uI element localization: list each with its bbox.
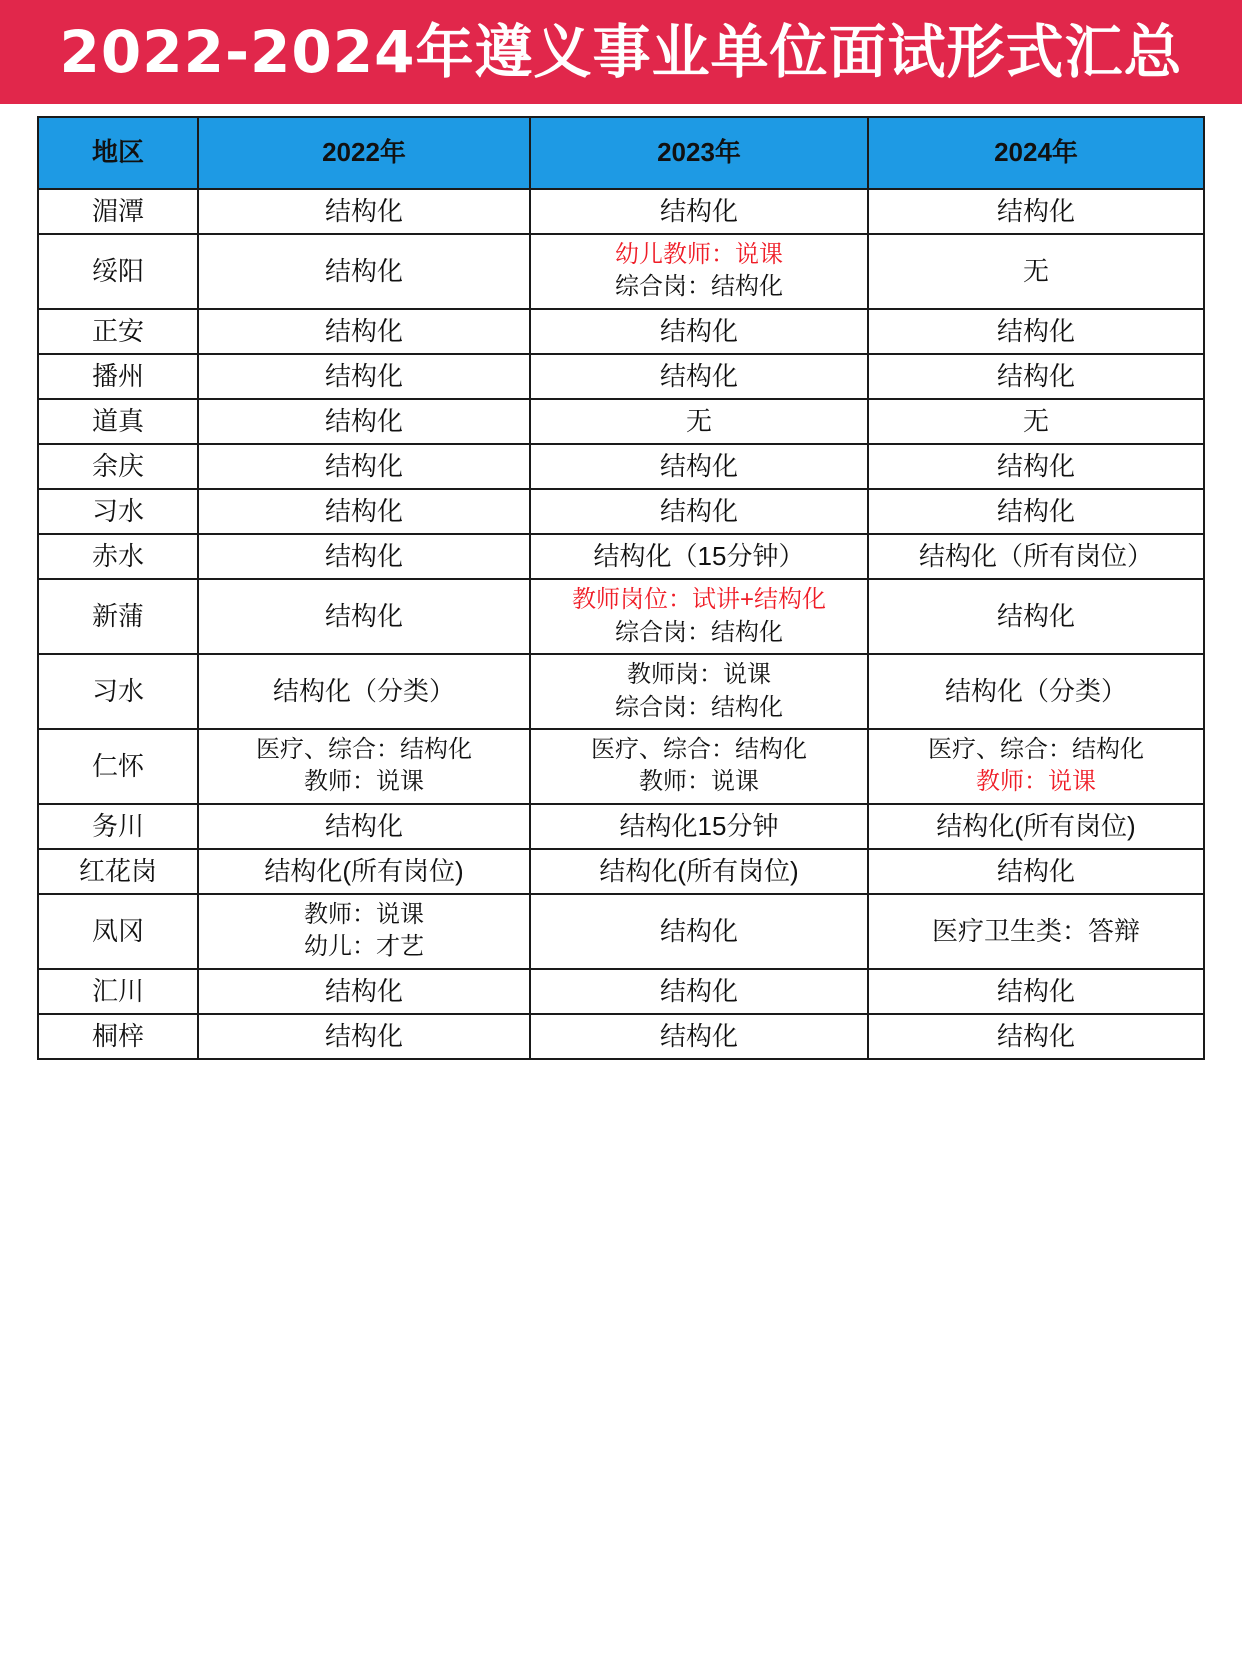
cell-text: 结构化: [996, 1020, 1075, 1051]
cell-text: 结构化: [324, 360, 403, 391]
cell-text: 结构化: [324, 451, 403, 482]
title-banner: [0, 0, 1242, 104]
cell-text: 结构化: [324, 315, 403, 346]
cell-text: 教师岗位：试讲+结构化: [571, 586, 826, 614]
cell-text: 结构化(所有岗位): [599, 855, 799, 886]
cell-text: 医疗卫生类：答辩: [931, 915, 1140, 946]
cell-y2023: [530, 654, 868, 729]
cell-text: 综合岗：结构化: [615, 693, 783, 721]
table-row: [38, 654, 1204, 729]
cell-text: 综合岗：结构化: [615, 273, 783, 301]
cell-region: 务川: [38, 804, 198, 849]
cell-region: 绥阳: [38, 234, 198, 309]
cell-text: 综合岗：结构化: [615, 618, 783, 646]
interview-format-table: [37, 116, 1205, 1060]
cell-text: 医疗、综合：结构化: [928, 736, 1144, 763]
cell-y2022: [198, 444, 530, 489]
cell-text: 教师：说课: [639, 768, 759, 796]
table-body: [38, 189, 1204, 1059]
cell-region: 桐梓: [38, 1014, 198, 1059]
cell-text: 幼儿：才艺: [304, 933, 424, 961]
cell-text: 结构化: [996, 975, 1075, 1006]
cell-text: 医疗、综合：结构化: [256, 736, 472, 763]
cell-text: 结构化: [996, 196, 1075, 226]
cell-y2024: [868, 354, 1204, 399]
table-row: [38, 354, 1204, 399]
cell-text: 结构化: [659, 915, 738, 946]
cell-text: 教师：说课: [304, 900, 424, 928]
cell-y2022: [198, 579, 530, 654]
cell-y2024: [868, 1014, 1204, 1059]
cell-text: 结构化: [996, 496, 1075, 527]
cell-y2024: [868, 579, 1204, 654]
cell-y2024: [868, 894, 1204, 969]
cell-text: 结构化（所有岗位）: [918, 541, 1153, 572]
cell-y2024: [868, 309, 1204, 354]
cell-region: 播州: [38, 354, 198, 399]
table-row: [38, 309, 1204, 354]
cell-y2022: [198, 654, 530, 729]
cell-y2022: [198, 804, 530, 849]
cell-y2024: [868, 969, 1204, 1014]
cell-y2023: [530, 894, 868, 969]
cell-text: 结构化: [659, 196, 738, 226]
cell-region: 仁怀: [38, 729, 198, 804]
cell-region: 习水: [38, 489, 198, 534]
table-row: [38, 444, 1204, 489]
cell-region: 正安: [38, 309, 198, 354]
cell-text: 结构化: [996, 855, 1075, 886]
cell-text: 结构化: [996, 360, 1075, 391]
cell-text: 教师岗：说课: [627, 661, 771, 689]
cell-region: 湄潭: [38, 189, 198, 234]
table-row: [38, 189, 1204, 234]
cell-text: 结构化(所有岗位): [264, 855, 464, 886]
cell-text: 医疗、综合：结构化: [591, 736, 807, 763]
table-row: [38, 849, 1204, 894]
cell-y2022: [198, 969, 530, 1014]
cell-text: 教师：说课: [976, 768, 1096, 796]
cell-text: 结构化: [659, 451, 738, 482]
cell-y2022: [198, 489, 530, 534]
cell-y2023: [530, 444, 868, 489]
cell-y2022: [198, 234, 530, 309]
cell-region: 汇川: [38, 969, 198, 1014]
cell-text: 结构化(所有岗位): [936, 810, 1136, 841]
cell-y2023: [530, 1014, 868, 1059]
cell-text: 结构化: [324, 601, 403, 632]
cell-region: 凤冈: [38, 894, 198, 969]
cell-text: 结构化: [996, 315, 1075, 346]
cell-region: 新蒲: [38, 579, 198, 654]
table-row: [38, 489, 1204, 534]
cell-text: 无: [685, 406, 712, 437]
cell-text: 结构化: [324, 975, 403, 1006]
column-header-region: 地区: [38, 117, 198, 189]
cell-region: 余庆: [38, 444, 198, 489]
table-row: [38, 804, 1204, 849]
cell-y2024: [868, 534, 1204, 579]
cell-text: 幼儿教师：说课: [615, 241, 783, 269]
cell-text: 无: [1022, 406, 1049, 437]
cell-text: 结构化: [659, 1020, 738, 1051]
cell-y2024: [868, 489, 1204, 534]
cell-text: 结构化: [324, 255, 403, 286]
cell-y2023: [530, 399, 868, 444]
cell-text: 结构化（分类）: [272, 676, 455, 707]
cell-text: 结构化: [659, 315, 738, 346]
cell-y2024: [868, 849, 1204, 894]
table-row: [38, 399, 1204, 444]
cell-y2024: [868, 234, 1204, 309]
cell-text: 结构化（分类）: [944, 676, 1127, 707]
cell-text: 结构化: [659, 975, 738, 1006]
cell-y2022: [198, 534, 530, 579]
cell-y2024: [868, 804, 1204, 849]
cell-y2023: [530, 234, 868, 309]
cell-text: 结构化: [996, 451, 1075, 482]
page-title: 2022-2024年遵义事业单位面试形式汇总: [59, 18, 1183, 86]
table-row: [38, 894, 1204, 969]
cell-y2023: [530, 969, 868, 1014]
cell-region: 习水: [38, 654, 198, 729]
table-row: [38, 969, 1204, 1014]
cell-y2024: [868, 729, 1204, 804]
cell-y2023: [530, 489, 868, 534]
cell-y2022: [198, 309, 530, 354]
cell-text: 结构化: [324, 496, 403, 527]
cell-y2022: [198, 354, 530, 399]
cell-y2024: [868, 189, 1204, 234]
cell-y2023: [530, 804, 868, 849]
cell-y2023: [530, 354, 868, 399]
table-header-row: [38, 117, 1204, 189]
table-row: [38, 579, 1204, 654]
cell-region: 赤水: [38, 534, 198, 579]
cell-text: 结构化: [324, 1020, 403, 1051]
cell-text: 结构化: [324, 406, 403, 437]
cell-y2023: [530, 849, 868, 894]
cell-y2023: [530, 579, 868, 654]
table-row: [38, 1014, 1204, 1059]
cell-y2023: [530, 534, 868, 579]
cell-y2023: [530, 729, 868, 804]
cell-text: 结构化: [659, 360, 738, 391]
cell-region: 红花岗: [38, 849, 198, 894]
cell-y2022: [198, 729, 530, 804]
cell-y2024: [868, 444, 1204, 489]
cell-y2024: [868, 654, 1204, 729]
cell-y2023: [530, 189, 868, 234]
cell-text: 教师：说课: [304, 768, 424, 796]
cell-y2023: [530, 309, 868, 354]
column-header-2022: 2022年: [198, 117, 530, 189]
cell-text: 结构化: [996, 601, 1075, 632]
column-header-2023: 2023年: [530, 117, 868, 189]
column-header-2024: 2024年: [868, 117, 1204, 189]
cell-text: 结构化（15分钟）: [593, 541, 805, 572]
cell-text: 结构化: [324, 196, 403, 226]
table-row: [38, 729, 1204, 804]
table-header: [38, 117, 1204, 189]
cell-text: 结构化: [324, 810, 403, 841]
table-row: [38, 534, 1204, 579]
cell-y2022: [198, 1014, 530, 1059]
cell-text: 结构化: [324, 541, 403, 572]
cell-y2024: [868, 399, 1204, 444]
cell-y2022: [198, 894, 530, 969]
cell-text: 结构化15分钟: [619, 810, 779, 841]
cell-y2022: [198, 849, 530, 894]
cell-y2022: [198, 399, 530, 444]
cell-text: 无: [1022, 255, 1049, 286]
cell-region: 道真: [38, 399, 198, 444]
cell-text: 结构化: [659, 496, 738, 527]
table-row: [38, 234, 1204, 309]
cell-y2022: [198, 189, 530, 234]
